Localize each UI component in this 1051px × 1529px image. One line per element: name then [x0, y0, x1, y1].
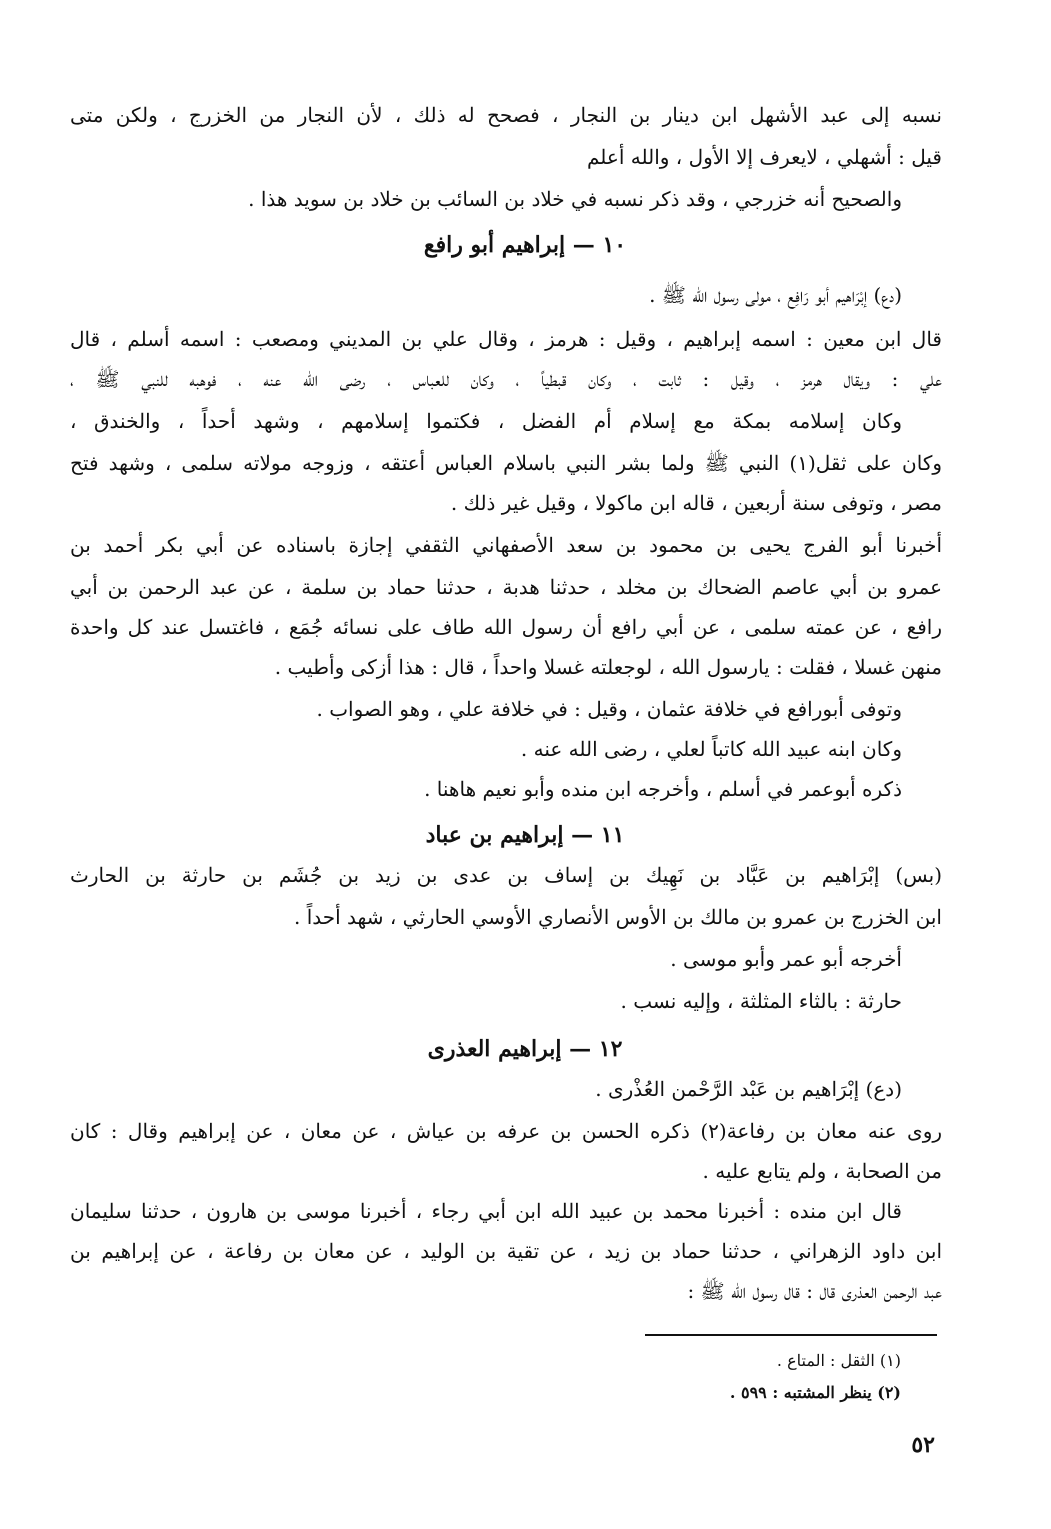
- text-line: ابن داود الزهراني ، حدثنا حماد بن زيد ، عن تقية بن الوليد ، عن معان بن رفاعة ، عن إبراهيم بن: [70, 1239, 942, 1263]
- text-line: وكان ابنه عبيد الله كاتباً لعلي ، رضى الله عنه .: [520, 737, 902, 761]
- text-line: من الصحابة ، ولم يتابع عليه .: [702, 1159, 942, 1183]
- text-line: قيل : أشهلي ، لايعرف إلا الأول ، والله أعلم: [586, 145, 942, 169]
- entry-heading: ١١ — إبراهيم بن عباد: [425, 822, 625, 848]
- text-line: وتوفى أبورافع في خلافة عثمان ، وقيل : في خلافة علي ، وهو الصواب .: [316, 697, 902, 721]
- text-line: ابن الخزرج بن عمرو بن مالك بن الأوس الأنصاري الأوسي الحارثي ، شهد أحداً .: [293, 905, 942, 929]
- text-line: عبد الرحمن العذرى قال : قال رسول الله ﷺ :: [687, 1279, 942, 1303]
- text-line: (بس) إبْرَاهيم بن عَبَّاد بن نَهِيك بن إساف بن عدى بن زيد بن جُشَم بن حارثة بن الحارث: [70, 863, 942, 887]
- text-line: علي : ويقال هرمز ، وقيل : ثابت ، وكان قبطياً ، وكان للعباس ، رضى الله عنه ، فوهبه للنبي ﷺ ،: [70, 367, 942, 391]
- text-line: أخرجه أبو عمر وأبو موسى .: [670, 947, 902, 971]
- text-line: ذكره أبوعمر في أسلم ، وأخرجه ابن منده وأبو نعيم هاهنا .: [424, 777, 902, 801]
- text-line: قال ابن معين : اسمه إبراهيم ، وقيل : هرمز ، وقال علي بن المديني ومصعب : اسمه أسلم ، قال: [70, 327, 942, 351]
- text-line: نسبه إلى عبد الأشهل ابن دينار بن النجار ، فصحح له ذلك ، لأن النجار من الخزرج ، ولكن متى: [70, 103, 942, 127]
- entry-heading: ١٢ — إبراهيم العذرى: [427, 1036, 623, 1062]
- footnote: (١) الثقل : المتاع .: [776, 1351, 901, 1370]
- text-line: وكان إسلامه بمكة مع إسلام أم الفضل ، فكتموا إسلامهم ، وشهد أحداً ، والخندق ،: [70, 409, 902, 433]
- text-line: (دع) إبْرَاهيم بن عَبْد الرَّحْمن العُذْرى .: [595, 1077, 902, 1101]
- text-line: أخبرنا أبو الفرج يحيى بن محمود بن سعد الأصفهاني الثقفي إجازة باسناده عن أبي بكر أحمد بن: [70, 533, 942, 557]
- page-number: ٥٢: [911, 1432, 935, 1458]
- footnote-divider: [645, 1334, 937, 1336]
- text-line: والصحيح أنه خزرجي ، وقد ذكر نسبه في خلاد بن السائب بن خلاد بن سويد هذا .: [248, 187, 902, 211]
- text-line: (دع) إبْرَاهيم أبو رَافِع ، مولى رسول الله ﷺ .: [649, 283, 902, 307]
- text-line: منهن غسلا ، فقلت : يارسول الله ، لوجعلته غسلا واحداً ، قال : هذا أزكى وأطيب .: [274, 655, 942, 679]
- text-line: قال ابن منده : أخبرنا محمد بن عبيد الله ابن أبي رجاء ، أخبرنا موسى بن هارون ، حدثنا سليمان: [70, 1199, 902, 1223]
- text-line: مصر ، وتوفى سنة أربعين ، قاله ابن ماكولا ، وقيل غير ذلك .: [450, 491, 942, 515]
- footnote: (٢) ينظر المشتبه : ٥٩٩ .: [729, 1383, 901, 1402]
- text-line: رافع ، عن عمته سلمى ، عن أبي رافع أن رسول الله طاف على نسائه جُمَع ، فاغتسل عند كل واحدة: [70, 615, 942, 639]
- text-line: عمرو بن أبي عاصم الضحاك بن مخلد ، حدثنا هدبة ، حدثنا حماد بن سلمة ، عن عبد الرحمن بن أبي: [70, 575, 942, 599]
- text-line: حارثة : بالثاء المثلثة ، وإليه نسب .: [620, 989, 902, 1013]
- text-line: روى عنه معان بن رفاعة(٢) ذكره الحسن بن عرفه بن عياش ، عن معان ، عن إبراهيم وقال : كان: [70, 1119, 942, 1143]
- text-line: وكان على ثقل(١) النبي ﷺ ولما بشر النبي باسلام العباس أعتقه ، وزوجه مولاته سلمى ، وشهد فتح: [70, 451, 942, 475]
- entry-heading: ١٠ — إبراهيم أبو رافع: [423, 232, 627, 258]
